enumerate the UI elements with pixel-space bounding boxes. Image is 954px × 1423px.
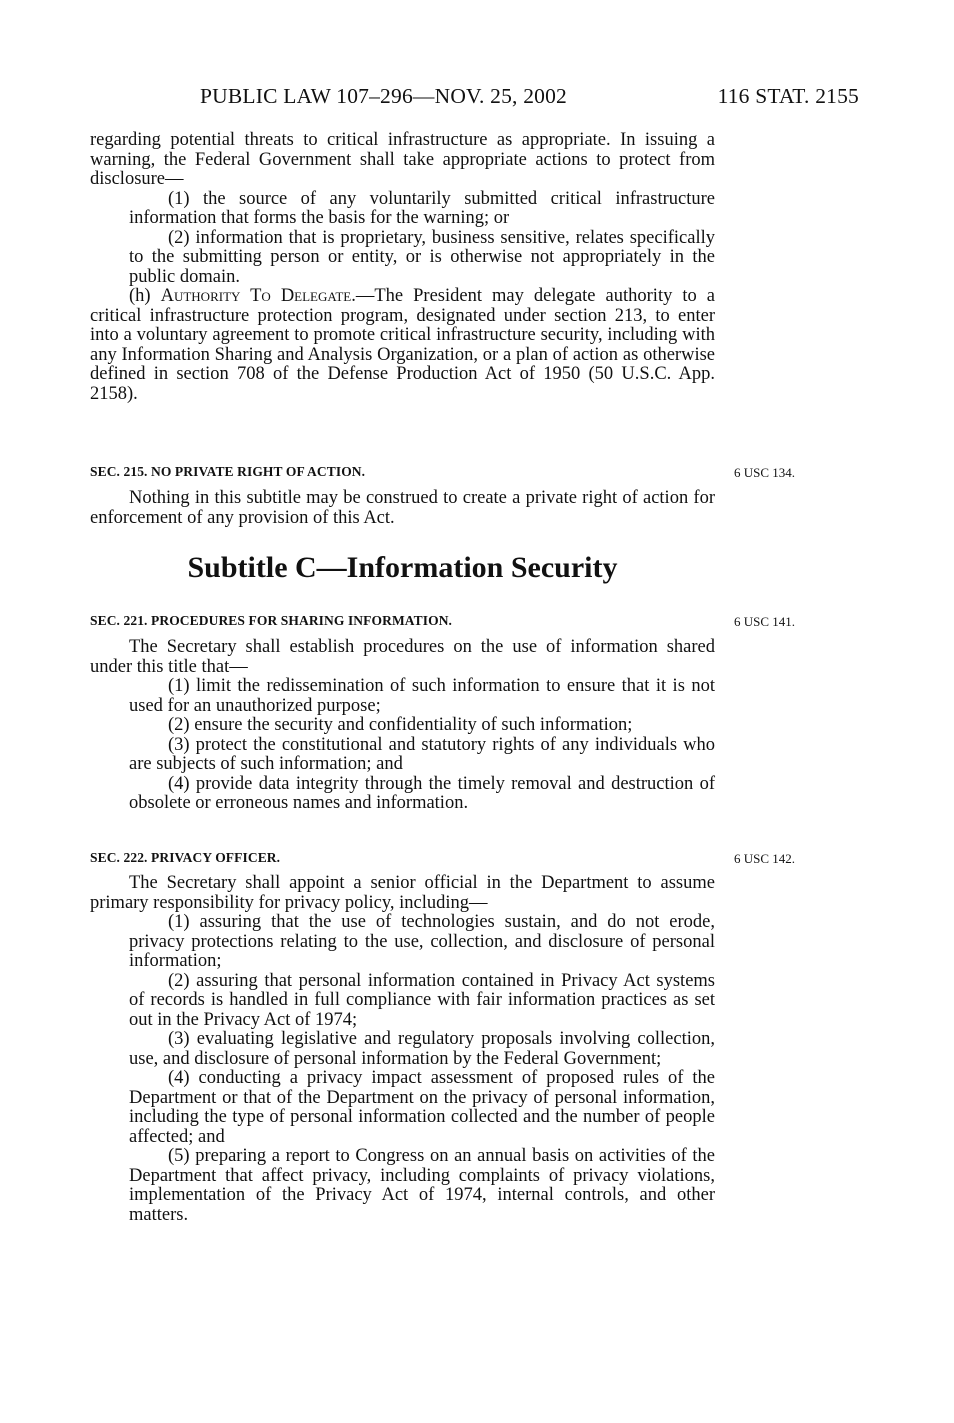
section-222-body <box>90 874 715 1225</box>
section-222-heading: SEC. 222. PRIVACY OFFICER. <box>90 850 281 865</box>
list-item: (3) evaluating legislative and regulatory proposals involving collection, use, and disclosure of personal information by the Federal Government; <box>129 1029 715 1069</box>
header-citation: PUBLIC LAW 107–296—NOV. 25, 2002 <box>200 84 568 108</box>
subsection-h <box>90 287 715 404</box>
list-item: (2) ensure the security and confidentiality of such information; <box>168 715 633 735</box>
subsection-text: —The President may delegate authority to a critical infrastructure protection program, designated under section 213, to enter into a voluntary agreement to promote critical infrastructure security, including with any Information Sharing and Analysis Organization, or a plan of action as otherwise defined in section 708 of the Defense Production Act of 1950 (50 U.S.C. App. 2158). <box>90 286 715 404</box>
list-item: (1) limit the redissemination of such information to ensure that it is not used for an unauthorized purpose; <box>129 676 715 716</box>
subsection-heading: Authority To Delegate. <box>160 286 356 306</box>
section-221-heading: SEC. 221. PROCEDURES FOR SHARING INFORMATION. <box>90 613 453 628</box>
section-215-body <box>90 489 715 528</box>
list-item: (4) provide data integrity through the timely removal and destruction of obsolete or erroneous names and information. <box>129 773 715 813</box>
list-item: (1) the source of any voluntarily submitted critical infrastructure information that forms the basis for the warning; or <box>129 188 715 228</box>
list-item: (3) protect the constitutional and statutory rights of any individuals who are subjects of such information; and <box>129 734 715 774</box>
running-header <box>200 84 859 114</box>
subtitle-heading: Subtitle C—Information Security <box>187 551 618 584</box>
section-221-body <box>90 638 715 814</box>
list-item: (1) assuring that the use of technologies sustain, and do not erode, privacy protections relating to the use, collection, and disclosure of personal information; <box>129 912 715 971</box>
section-215-heading: SEC. 215. NO PRIVATE RIGHT OF ACTION. <box>90 464 366 479</box>
section-221-intro: The Secretary shall establish procedures on the use of information shared under this title that— <box>90 637 715 677</box>
margin-note-142: 6 USC 142. <box>734 851 796 866</box>
list-item: (4) conducting a privacy impact assessment of proposed rules of the Department or that of the Department on the privacy of personal information, including the type of personal information collected and the number of people affected; and <box>129 1068 715 1147</box>
section-222-intro: The Secretary shall appoint a senior official in the Department to assume primary responsibility for privacy policy, including— <box>90 873 715 913</box>
margin-note-141: 6 USC 141. <box>734 614 796 629</box>
margin-note-134: 6 USC 134. <box>734 465 796 480</box>
continued-section-text <box>90 131 715 404</box>
header-statute-page: 116 STAT. 2155 <box>717 84 859 108</box>
subsection-label: (h) <box>129 286 151 306</box>
list-item: (2) assuring that personal information contained in Privacy Act systems of records is handled in full compliance with fair information practices as set out in the Privacy Act of 1974; <box>129 970 715 1030</box>
list-item: (2) information that is proprietary, business sensitive, relates specifically to the submitting person or entity, or is otherwise not appropriately in the public domain. <box>129 227 715 287</box>
paragraph-warning-disclosure: regarding potential threats to critical infrastructure as appropriate. In issuing a warning, the Federal Government shall take appropriate actions to protect from disclosure— <box>90 130 715 189</box>
list-item: (5) preparing a report to Congress on an annual basis on activities of the Department that affect privacy, including complaints of privacy violations, implementation of the Privacy Act of 1974, internal controls, and other matters. <box>129 1146 715 1225</box>
paragraph: Nothing in this subtitle may be construed to create a private right of action for enforcement of any provision of this Act. <box>90 488 715 528</box>
